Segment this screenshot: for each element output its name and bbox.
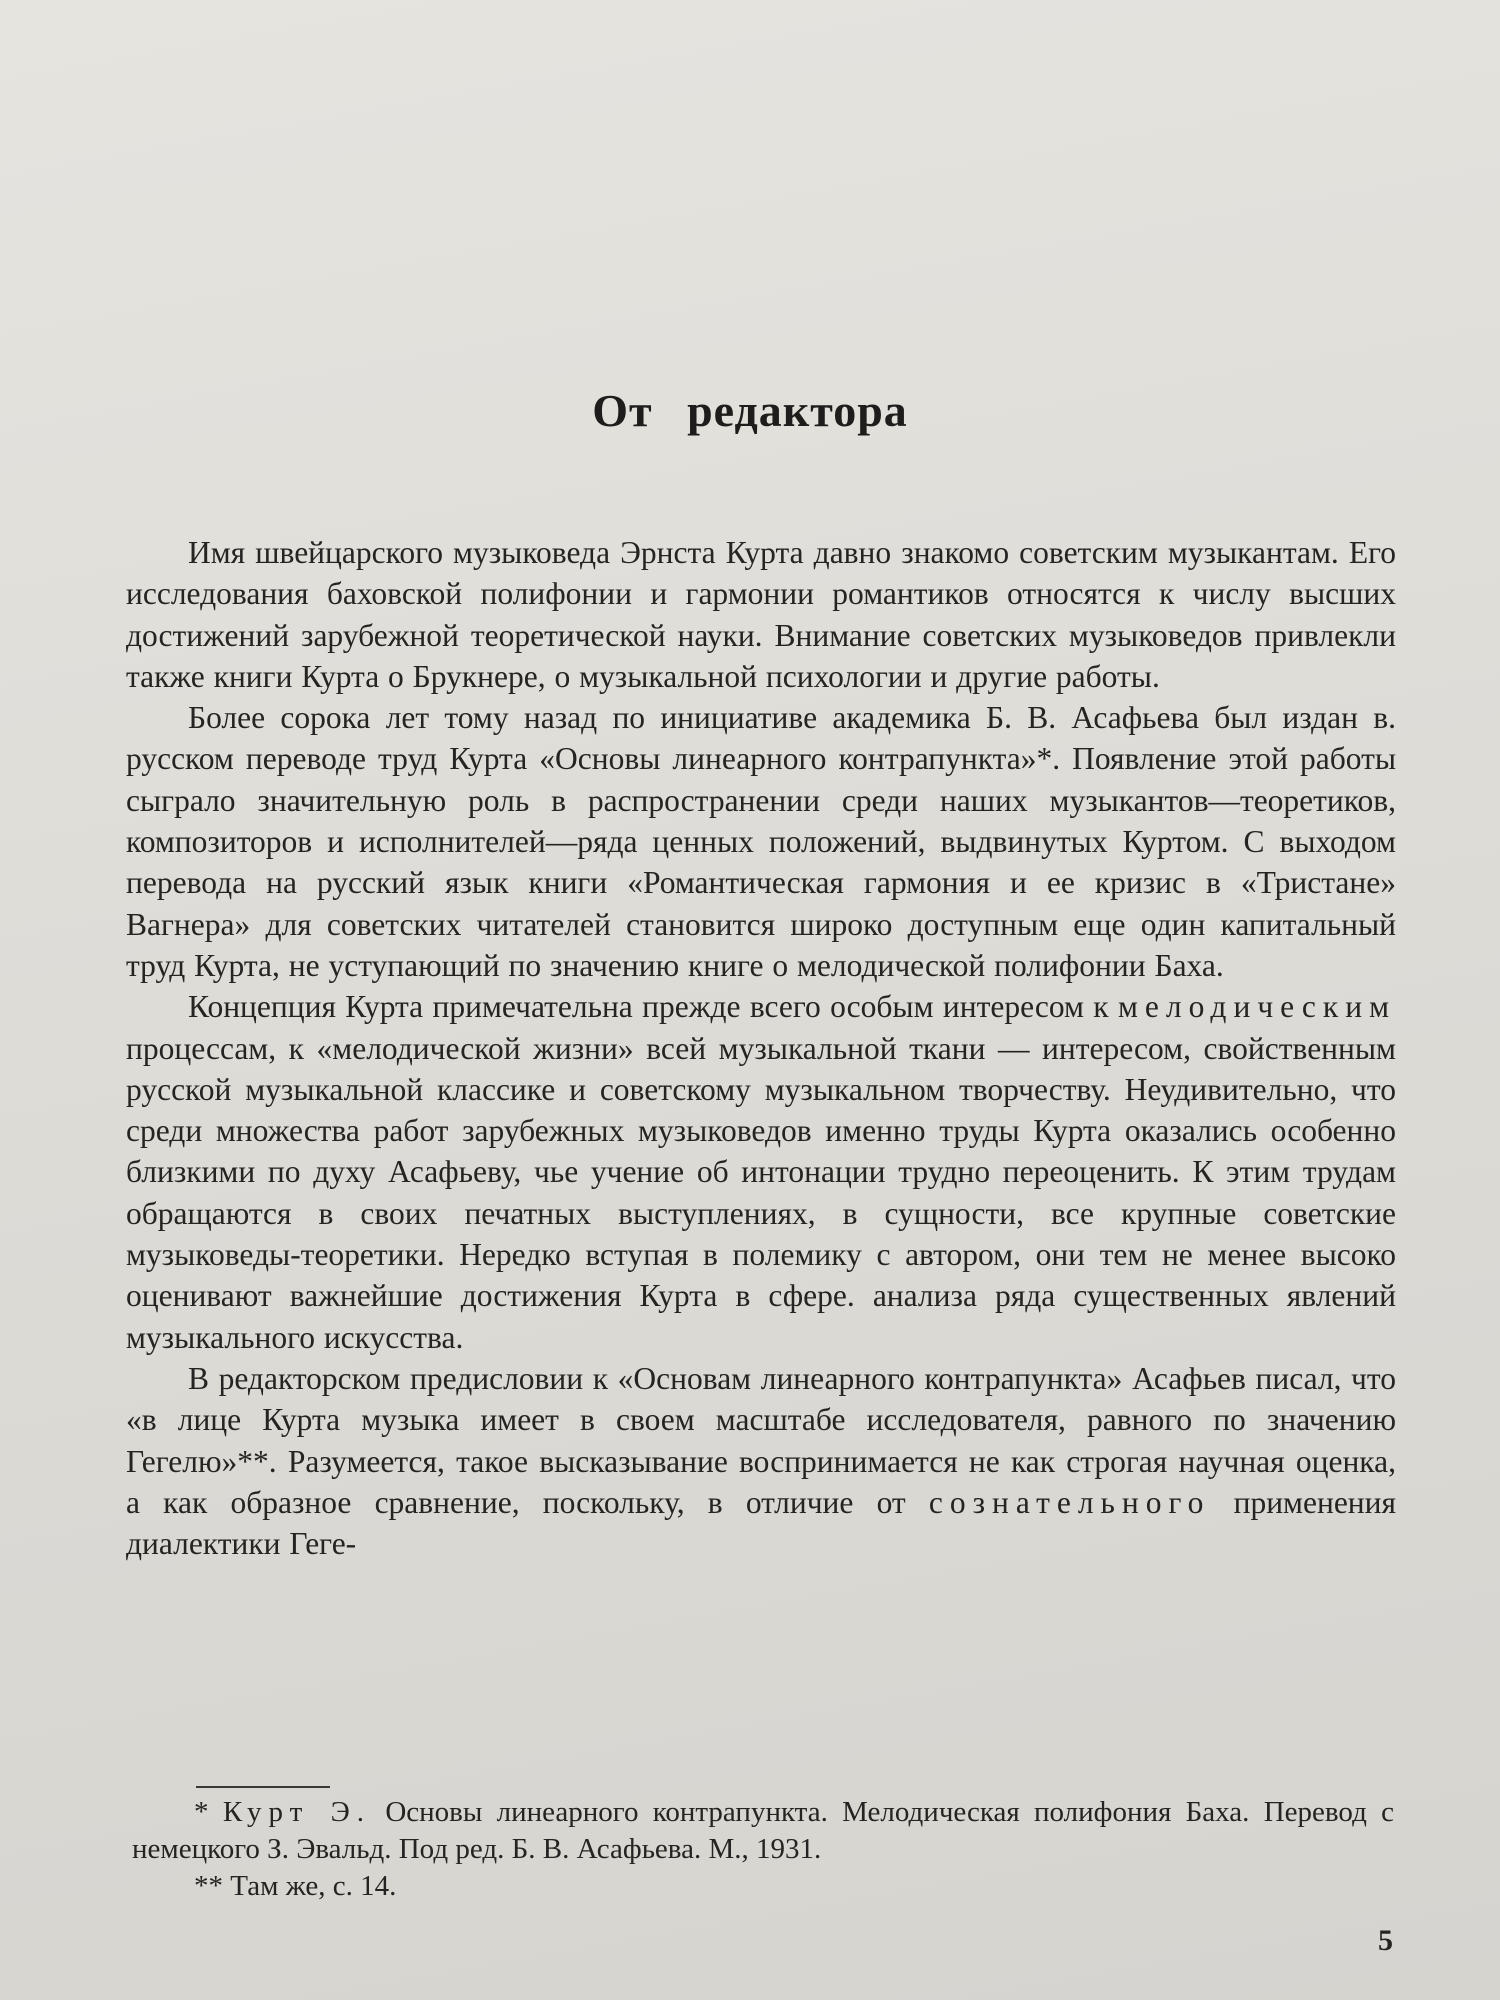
page-number: 5 bbox=[1378, 1924, 1393, 1957]
footnote-2-mark: ** bbox=[194, 1870, 223, 1902]
footnote-1-author: Курт Э. bbox=[222, 1796, 371, 1828]
page-title: От редактора bbox=[592, 385, 908, 436]
footnote-2-text: Там же, с. 14. bbox=[230, 1870, 397, 1902]
paragraph-3-lead: Концепция Курта примечательна прежде всего особым интересом к bbox=[188, 989, 1109, 1025]
footnotes bbox=[132, 1794, 1394, 1905]
main-text bbox=[126, 532, 1396, 1564]
footnote-1-mark: * bbox=[194, 1796, 209, 1828]
footnote-1 bbox=[132, 1794, 1394, 1868]
paragraph-1-text: Имя швейцарского музыковеда Эрнста Курта давно знакомо советским музыкантам. Его исследования баховской полифонии и гармонии романтиков относятся к числу высших достижений зарубежной теоретической науки. Внимание советских музыковедов привлекли также книги Курта о Брукнере, о музыкальной психологии и другие работы. bbox=[126, 535, 1396, 694]
paragraph-4 bbox=[126, 1358, 1396, 1564]
paragraph-4-rest: применения диалектики Геге- bbox=[126, 1484, 1397, 1562]
paragraph-3-rest: процессам, к «мелодической жизни» всей музыкальной ткани — интересом, свойственным русской музыкальной классике и советскому музыкальном творчеству. Неудивительно, что среди множества работ зарубежных музыковедов именно труды Курта оказались особенно близкими по духу Асафьеву, чье учение об интонации трудно переоценить. К этим трудам обращаются в своих печатных выступлениях, в сущности, все крупные советские музыковеды-теоретики. Нередко вступая в полемику с автором, они тем не менее высоко оценивают важнейшие достижения Курта в сфере. анализа ряда существенных явлений музыкального искусства. bbox=[126, 1030, 1396, 1355]
footnote-1-text: Основы линеарного контрапункта. Мелодическая полифония Баха. Перевод с немецкого З. Эвальд. Под ред. Б. В. Асафьева. М., 1931. bbox=[132, 1796, 1395, 1865]
paragraph-2 bbox=[126, 697, 1396, 986]
footnote-separator bbox=[196, 1786, 330, 1788]
paragraph-3 bbox=[126, 986, 1396, 1358]
paragraph-4-emphasis: сознательного bbox=[928, 1484, 1211, 1520]
paragraph-4-lead: В редакторском предисловии к «Основам линеарного контрапункта» Асафьев писал, что «в лице Курта музыка имеет в своем масштабе исследователя, равного по значению Гегелю»**. Разумеется, такое высказывание воспринимается не как строгая научная оценка, а как образное сравнение, поскольку, в отличие от bbox=[126, 1360, 1396, 1520]
paragraph-1 bbox=[126, 532, 1396, 697]
paragraph-3-emphasis: мелодическим bbox=[1117, 989, 1396, 1025]
paragraph-2-text: Более сорока лет тому назад по инициативе академика Б. В. Асафьева был издан в. русском переводе труд Курта «Основы линеарного контрапункта»*. Появление этой работы сыграло значительную роль в распространении среди наших музыкантов—теоретиков, композиторов и исполнителей—ряда ценных положений, выдвинутых Куртом. С выходом перевода на русский язык книги «Романтическая гармония и ее кризис в «Тристане» Вагнера» для советских читателей становится широко доступным еще один капитальный труд Курта, не уступающий по значению книге о мелодической полифонии Баха. bbox=[126, 700, 1396, 983]
footnote-2 bbox=[132, 1868, 1394, 1905]
